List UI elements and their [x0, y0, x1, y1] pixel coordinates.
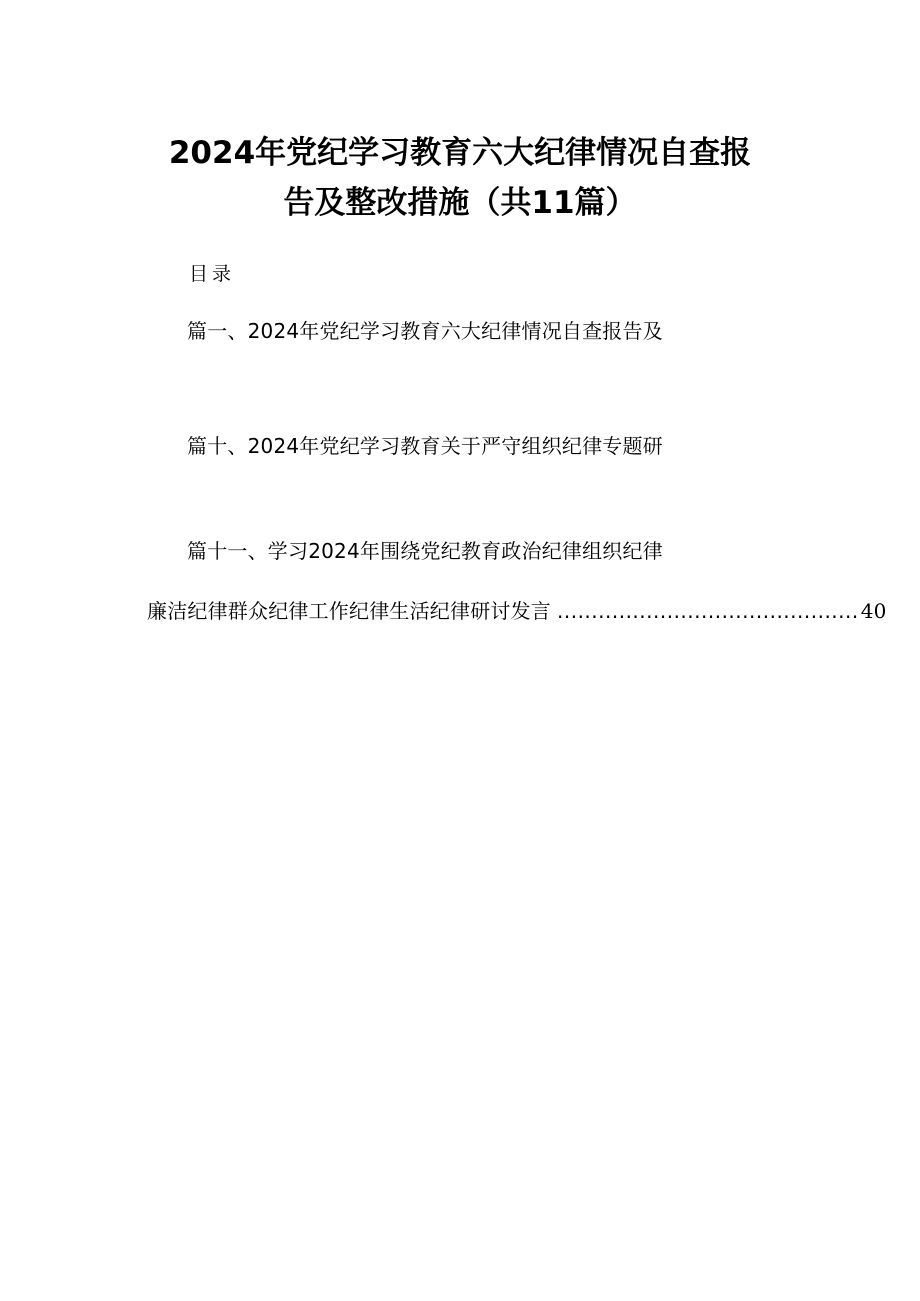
- document-title-line-2: 告及整改措施（共11篇）: [283, 185, 637, 221]
- toc-page-number: 40: [860, 599, 887, 623]
- document-title-line-1: 2024年党纪学习教育六大纪律情况自查报: [168, 135, 752, 171]
- toc-entry-11-line-1[interactable]: 篇十一、学习2024年围绕党纪教育政治纪律组织纪律: [187, 539, 663, 563]
- toc-entry-1[interactable]: 篇一、2024年党纪学习教育六大纪律情况自查报告及: [187, 319, 663, 343]
- toc-heading: 目录: [189, 263, 236, 285]
- toc-entry-11-line-2[interactable]: [147, 599, 887, 623]
- toc-entry-10[interactable]: 篇十、2024年党纪学习教育关于严守组织纪律专题研: [187, 434, 663, 458]
- toc-dot-leader: ............................................: [557, 599, 859, 623]
- toc-entry-11-text: 廉洁纪律群众纪律工作纪律生活纪律研讨发言: [147, 599, 551, 623]
